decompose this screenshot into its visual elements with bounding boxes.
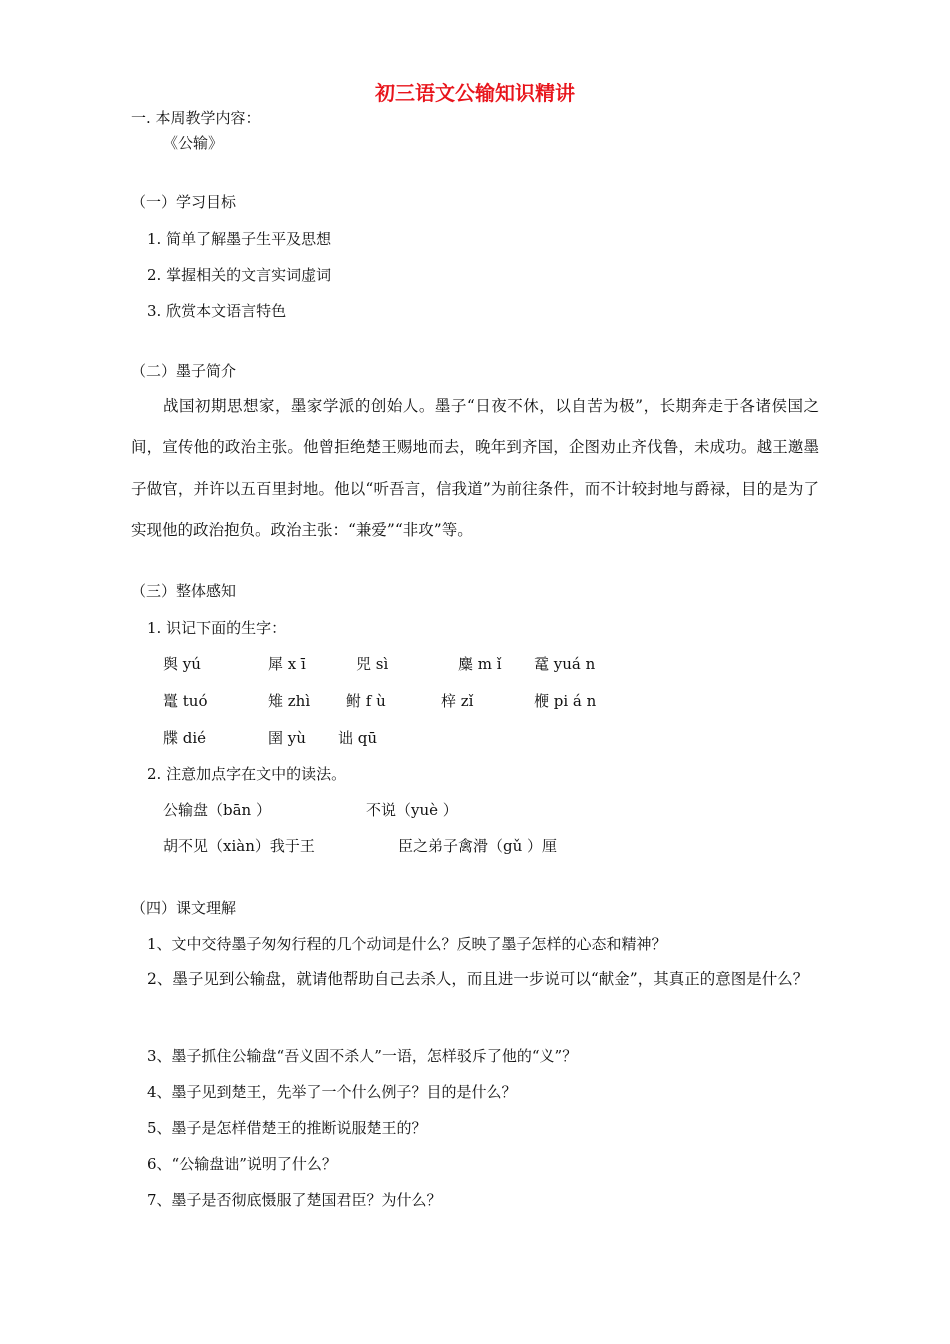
perception-item-label: 2. 注意加点字在文中的读法。 [147,765,347,783]
reading-entry: 不说（yuè ） [366,801,458,819]
question-item: 7、墨子是否彻底慑服了楚国君臣？为什么？ [147,1191,442,1209]
section-heading-understanding: （四）课文理解 [131,899,237,917]
char-entry: 鲋 f ù [346,692,386,710]
reading-entry: 胡不见（xiàn）我于王 [163,837,315,855]
document-title: 初三语文公输知识精讲 [375,81,575,105]
question-item: 2、墨子见到公输盘，就请他帮助自己去杀人，而且进一步说可以“献金”，其真正的意图是什么？ [147,970,809,988]
perception-item-label: 1. 识记下面的生字： [147,619,287,637]
char-entry: 舆 yú [163,655,201,673]
char-entry: 鼍 tuó [163,692,208,710]
char-entry: 犀 x ī [268,655,306,673]
question-item: 1、文中交待墨子匆匆行程的几个动词是什么？反映了墨子怎样的心态和精神？ [147,935,667,953]
char-entry: 雉 zhì [268,692,311,710]
section-heading-teaching-content: 一. 本周教学内容： [131,109,261,127]
goal-item: 1. 简单了解墨子生平及思想 [147,230,332,248]
char-entry: 诎 qū [338,729,378,747]
teaching-content-text: 《公输》 [163,134,224,152]
question-item: 6、“公输盘诎”说明了什么？ [147,1155,337,1173]
char-entry: 鼋 yuá n [534,655,596,673]
char-entry: 兕 sì [356,655,389,673]
char-entry: 麋 m ǐ [458,655,502,673]
intro-paragraph: 战国初期思想家，墨家学派的创始人。墨子“日夜不休，以自苦为极”，长期奔走于各诸侯国之间，宣传他的政治主张。他曾拒绝楚王赐地而去，晚年到齐国，企图劝止齐伐鲁，未成功。越王邀墨子做官，并许以五百里封地。他以“听吾言，信我道”为前往条件，而不计较封地与爵禄，目的是为了实现他的政治抱负。政治主张：“兼爱”“非攻”等。 [131,397,819,539]
goal-item: 2. 掌握相关的文言实词虚词 [147,266,332,284]
goal-item: 3. 欣赏本文语言特色 [147,302,287,320]
char-entry: 圉 yù [268,729,306,747]
question-item: 5、墨子是怎样借楚王的推断说服楚王的？ [147,1119,427,1137]
char-entry: 牒 dié [163,729,207,747]
char-entry: 楩 pi á n [534,692,597,710]
question-item: 4、墨子见到楚王，先举了一个什么例子？目的是什么？ [147,1083,517,1101]
section-heading-intro: （二）墨子简介 [131,362,237,380]
question-item: 3、墨子抓住公输盘“吾义固不杀人”一语，怎样驳斥了他的“义”？ [147,1047,578,1065]
section-heading-goals: （一）学习目标 [131,193,237,211]
reading-entry: 公输盘（bān ） [163,801,271,819]
reading-entry: 臣之弟子禽滑（gǔ ）厘 [398,837,558,855]
section-heading-perception: （三）整体感知 [131,582,237,600]
char-entry: 梓 zǐ [441,692,474,710]
